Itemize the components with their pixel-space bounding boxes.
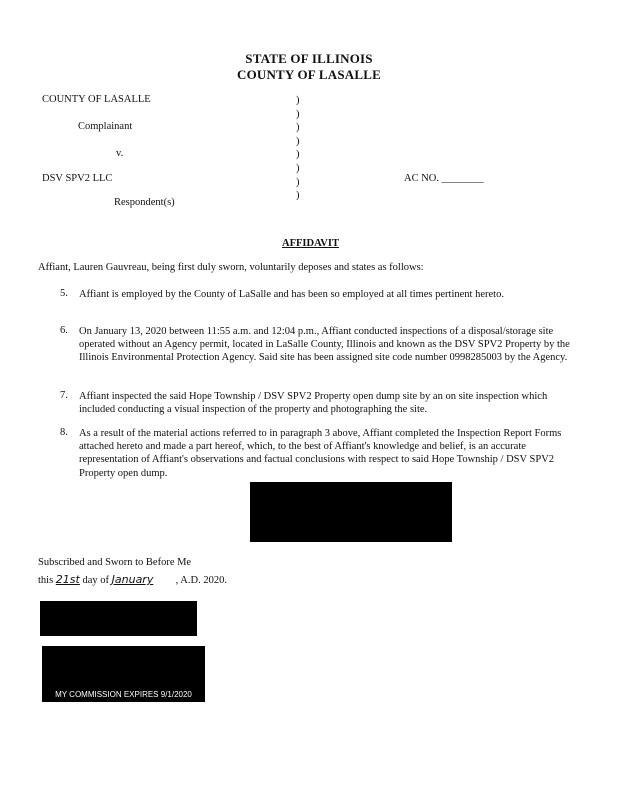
caption-parentheses bbox=[296, 94, 306, 203]
paragraph-text: On January 13, 2020 between 11:55 a.m. and 12:04 p.m., Affiant conducted inspections of a disposal/storage site operated without an Agency permit, located in LaSalle County, Illinois and known as the DSV SPV2 Property by the Illinois Environmental Protection Agency. Said site has been assigned site code number 0998285003 by the Agency. bbox=[79, 326, 570, 364]
ad-year: , A.D. 2020. bbox=[175, 575, 227, 586]
respondent-name: DSV SPV2 LLC bbox=[42, 173, 113, 184]
paren: ) bbox=[296, 162, 300, 174]
state-heading: STATE OF ILLINOIS bbox=[245, 51, 373, 66]
month-value: January bbox=[111, 573, 154, 586]
notary-signature-redaction bbox=[40, 601, 197, 636]
notary-date-line bbox=[38, 573, 227, 586]
versus-label: v. bbox=[116, 148, 124, 159]
day-value: 21st bbox=[55, 573, 80, 586]
paragraph-number: 6. bbox=[60, 325, 68, 336]
ac-no-blank: ________ bbox=[441, 173, 484, 184]
this-label: this bbox=[38, 575, 54, 586]
ac-no bbox=[404, 173, 484, 184]
complainant-label: Complainant bbox=[78, 121, 133, 132]
paren: ) bbox=[296, 135, 300, 147]
intro-text: Affiant, Lauren Gauvreau, being first duly sworn, voluntarily deposes and states as follows: bbox=[38, 262, 424, 273]
paragraph-text: As a result of the material actions referred to in paragraph 3 above, Affiant completed the Inspection Report Forms attached hereto and made a part hereof, which, to the best of Affiant's knowledge and belief, is an accurate representation of Affiant's observations and factual conclusions with respect to said Hope Township / DSV SPV2 Property open dump. bbox=[79, 428, 562, 479]
paren: ) bbox=[296, 108, 300, 120]
county-heading: COUNTY OF LASALLE bbox=[236, 67, 381, 82]
affidavit-title: AFFIDAVIT bbox=[282, 238, 339, 249]
affiant-signature-redaction bbox=[250, 482, 452, 542]
paren: ) bbox=[296, 122, 300, 134]
paren: ) bbox=[296, 176, 300, 188]
notary-commission-stamp: MY COMMISSION EXPIRES 9/1/2020 bbox=[42, 688, 205, 702]
ac-no-label: AC NO. bbox=[404, 173, 440, 184]
complainant-name: COUNTY OF LASALLE bbox=[42, 94, 151, 105]
paragraph-number: 5. bbox=[60, 288, 68, 299]
paren: ) bbox=[296, 190, 300, 202]
paragraph-text: Affiant is employed by the County of LaSalle and has been so employed at all times pertinent hereto. bbox=[79, 289, 504, 300]
day-of-label: day of bbox=[82, 575, 110, 586]
paragraph-number: 8. bbox=[60, 427, 68, 438]
paragraph-number: 7. bbox=[60, 390, 68, 401]
paren: ) bbox=[296, 149, 300, 161]
respondent-label: Respondent(s) bbox=[114, 197, 175, 208]
paragraph-text: Affiant inspected the said Hope Township / DSV SPV2 Property open dump site by an on site inspection which included conducting a visual inspection of the property and photographing the site. bbox=[79, 391, 548, 416]
paren: ) bbox=[296, 95, 300, 106]
subscribed-text: Subscribed and Sworn to Before Me bbox=[38, 557, 192, 568]
notary-seal-redaction bbox=[42, 646, 205, 688]
